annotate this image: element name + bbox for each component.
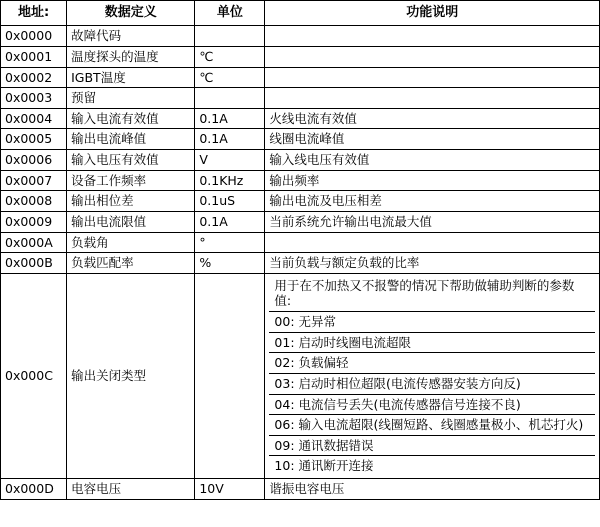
- code-text: 09: 通讯数据错误: [269, 435, 595, 456]
- cell-address: 0x0002: [1, 67, 67, 88]
- table-row: [1, 232, 600, 253]
- cell-description: [265, 232, 600, 253]
- code-row: [269, 394, 595, 415]
- cell-definition: 电容电压: [67, 479, 195, 500]
- table-row: [1, 88, 600, 109]
- cell-address: 0x0009: [1, 211, 67, 232]
- code-row: [269, 456, 595, 476]
- cell-description: 输入线电压有效值: [265, 150, 600, 171]
- cell-unit: 10V: [195, 479, 265, 500]
- code-row: [269, 353, 595, 374]
- cell-definition: 输出电流峰值: [67, 129, 195, 150]
- code-text: 01: 启动时线圈电流超限: [269, 332, 595, 353]
- cell-definition: 输入电流有效值: [67, 108, 195, 129]
- cell-address: 0x000D: [1, 479, 67, 500]
- table-row: [1, 191, 600, 212]
- cell-description: [265, 46, 600, 67]
- cell-description-codes: [265, 273, 600, 478]
- cell-address: 0x000A: [1, 232, 67, 253]
- cell-definition: 预留: [67, 88, 195, 109]
- cell-definition: 温度探头的温度: [67, 46, 195, 67]
- table-row: [1, 46, 600, 67]
- column-header-unit: 单位: [195, 1, 265, 26]
- cell-unit: 0.1uS: [195, 191, 265, 212]
- code-row: [269, 312, 595, 333]
- cell-description: [265, 88, 600, 109]
- shutdown-code-list: [269, 276, 595, 476]
- cell-unit: 0.1KHz: [195, 170, 265, 191]
- code-text: 10: 通讯断开连接: [274, 458, 374, 474]
- code-text: 06: 输入电流超限(线圈短路、线圈感量极小、机芯打火): [269, 415, 595, 436]
- cell-unit: ℃: [195, 67, 265, 88]
- cell-definition: 负载角: [67, 232, 195, 253]
- cell-description: 输出频率: [265, 170, 600, 191]
- cell-address: 0x0007: [1, 170, 67, 191]
- table-header-row: [1, 1, 600, 26]
- table-row: [1, 170, 600, 191]
- cell-address: 0x0005: [1, 129, 67, 150]
- cell-unit: °: [195, 232, 265, 253]
- cell-definition: 输出电流限值: [67, 211, 195, 232]
- cell-definition: IGBT温度: [67, 67, 195, 88]
- cell-definition: 输出关闭类型: [67, 273, 195, 478]
- code-text: 02: 负载偏轻: [269, 353, 595, 374]
- cell-unit: 0.1A: [195, 211, 265, 232]
- cell-unit: %: [195, 253, 265, 274]
- code-text: 00: 无异常: [269, 312, 595, 333]
- code-row: [269, 373, 595, 394]
- code-text: 04: 电流信号丢失(电流传感器信号连接不良): [269, 394, 595, 415]
- cell-definition: 输出相位差: [67, 191, 195, 212]
- table-row: [1, 108, 600, 129]
- cell-description: 线圈电流峰值: [265, 129, 600, 150]
- cell-description: 火线电流有效值: [265, 108, 600, 129]
- code-intro-row: [269, 276, 595, 312]
- code-row: [269, 435, 595, 456]
- cell-unit: [195, 273, 265, 478]
- code-intro-text: 用于在不加热又不报警的情况下帮助做辅助判断的参数值:: [269, 276, 595, 312]
- cell-address: 0x000B: [1, 253, 67, 274]
- cell-description: 当前系统允许输出电流最大值: [265, 211, 600, 232]
- table-body: [1, 26, 600, 499]
- cell-description: 当前负载与额定负载的比率: [265, 253, 600, 274]
- cell-address: 0x0004: [1, 108, 67, 129]
- cell-unit: ℃: [195, 46, 265, 67]
- code-row: [269, 332, 595, 353]
- cell-description: 输出电流及电压相差: [265, 191, 600, 212]
- column-header-description: 功能说明: [265, 1, 600, 26]
- cell-definition: 故障代码: [67, 26, 195, 47]
- cell-address: 0x0006: [1, 150, 67, 171]
- table-row: [1, 150, 600, 171]
- cell-address: 0x0000: [1, 26, 67, 47]
- table-row-shutdown-type: [1, 273, 600, 478]
- cell-address: 0x000C: [1, 273, 67, 478]
- cell-definition: 输入电压有效值: [67, 150, 195, 171]
- column-header-definition: 数据定义: [67, 1, 195, 26]
- table-row: [1, 67, 600, 88]
- cell-unit: V: [195, 150, 265, 171]
- table-row: [1, 211, 600, 232]
- table-row: [1, 26, 600, 47]
- cell-description: 谐振电容电压: [265, 479, 600, 500]
- cell-definition: 设备工作频率: [67, 170, 195, 191]
- cell-unit: 0.1A: [195, 108, 265, 129]
- cell-description: [265, 26, 600, 47]
- cell-unit: 0.1A: [195, 129, 265, 150]
- table-row: [1, 479, 600, 500]
- cell-address: 0x0001: [1, 46, 67, 67]
- cell-unit: [195, 88, 265, 109]
- code-text: 03: 启动时相位超限(电流传感器安装方向反): [269, 373, 595, 394]
- cell-description: [265, 67, 600, 88]
- cell-address: 0x0003: [1, 88, 67, 109]
- cell-address: 0x0008: [1, 191, 67, 212]
- cell-definition: 负载匹配率: [67, 253, 195, 274]
- table-row: [1, 253, 600, 274]
- code-row: [269, 415, 595, 436]
- column-header-address: 地址:: [1, 1, 67, 26]
- table-row: [1, 129, 600, 150]
- cell-unit: [195, 26, 265, 47]
